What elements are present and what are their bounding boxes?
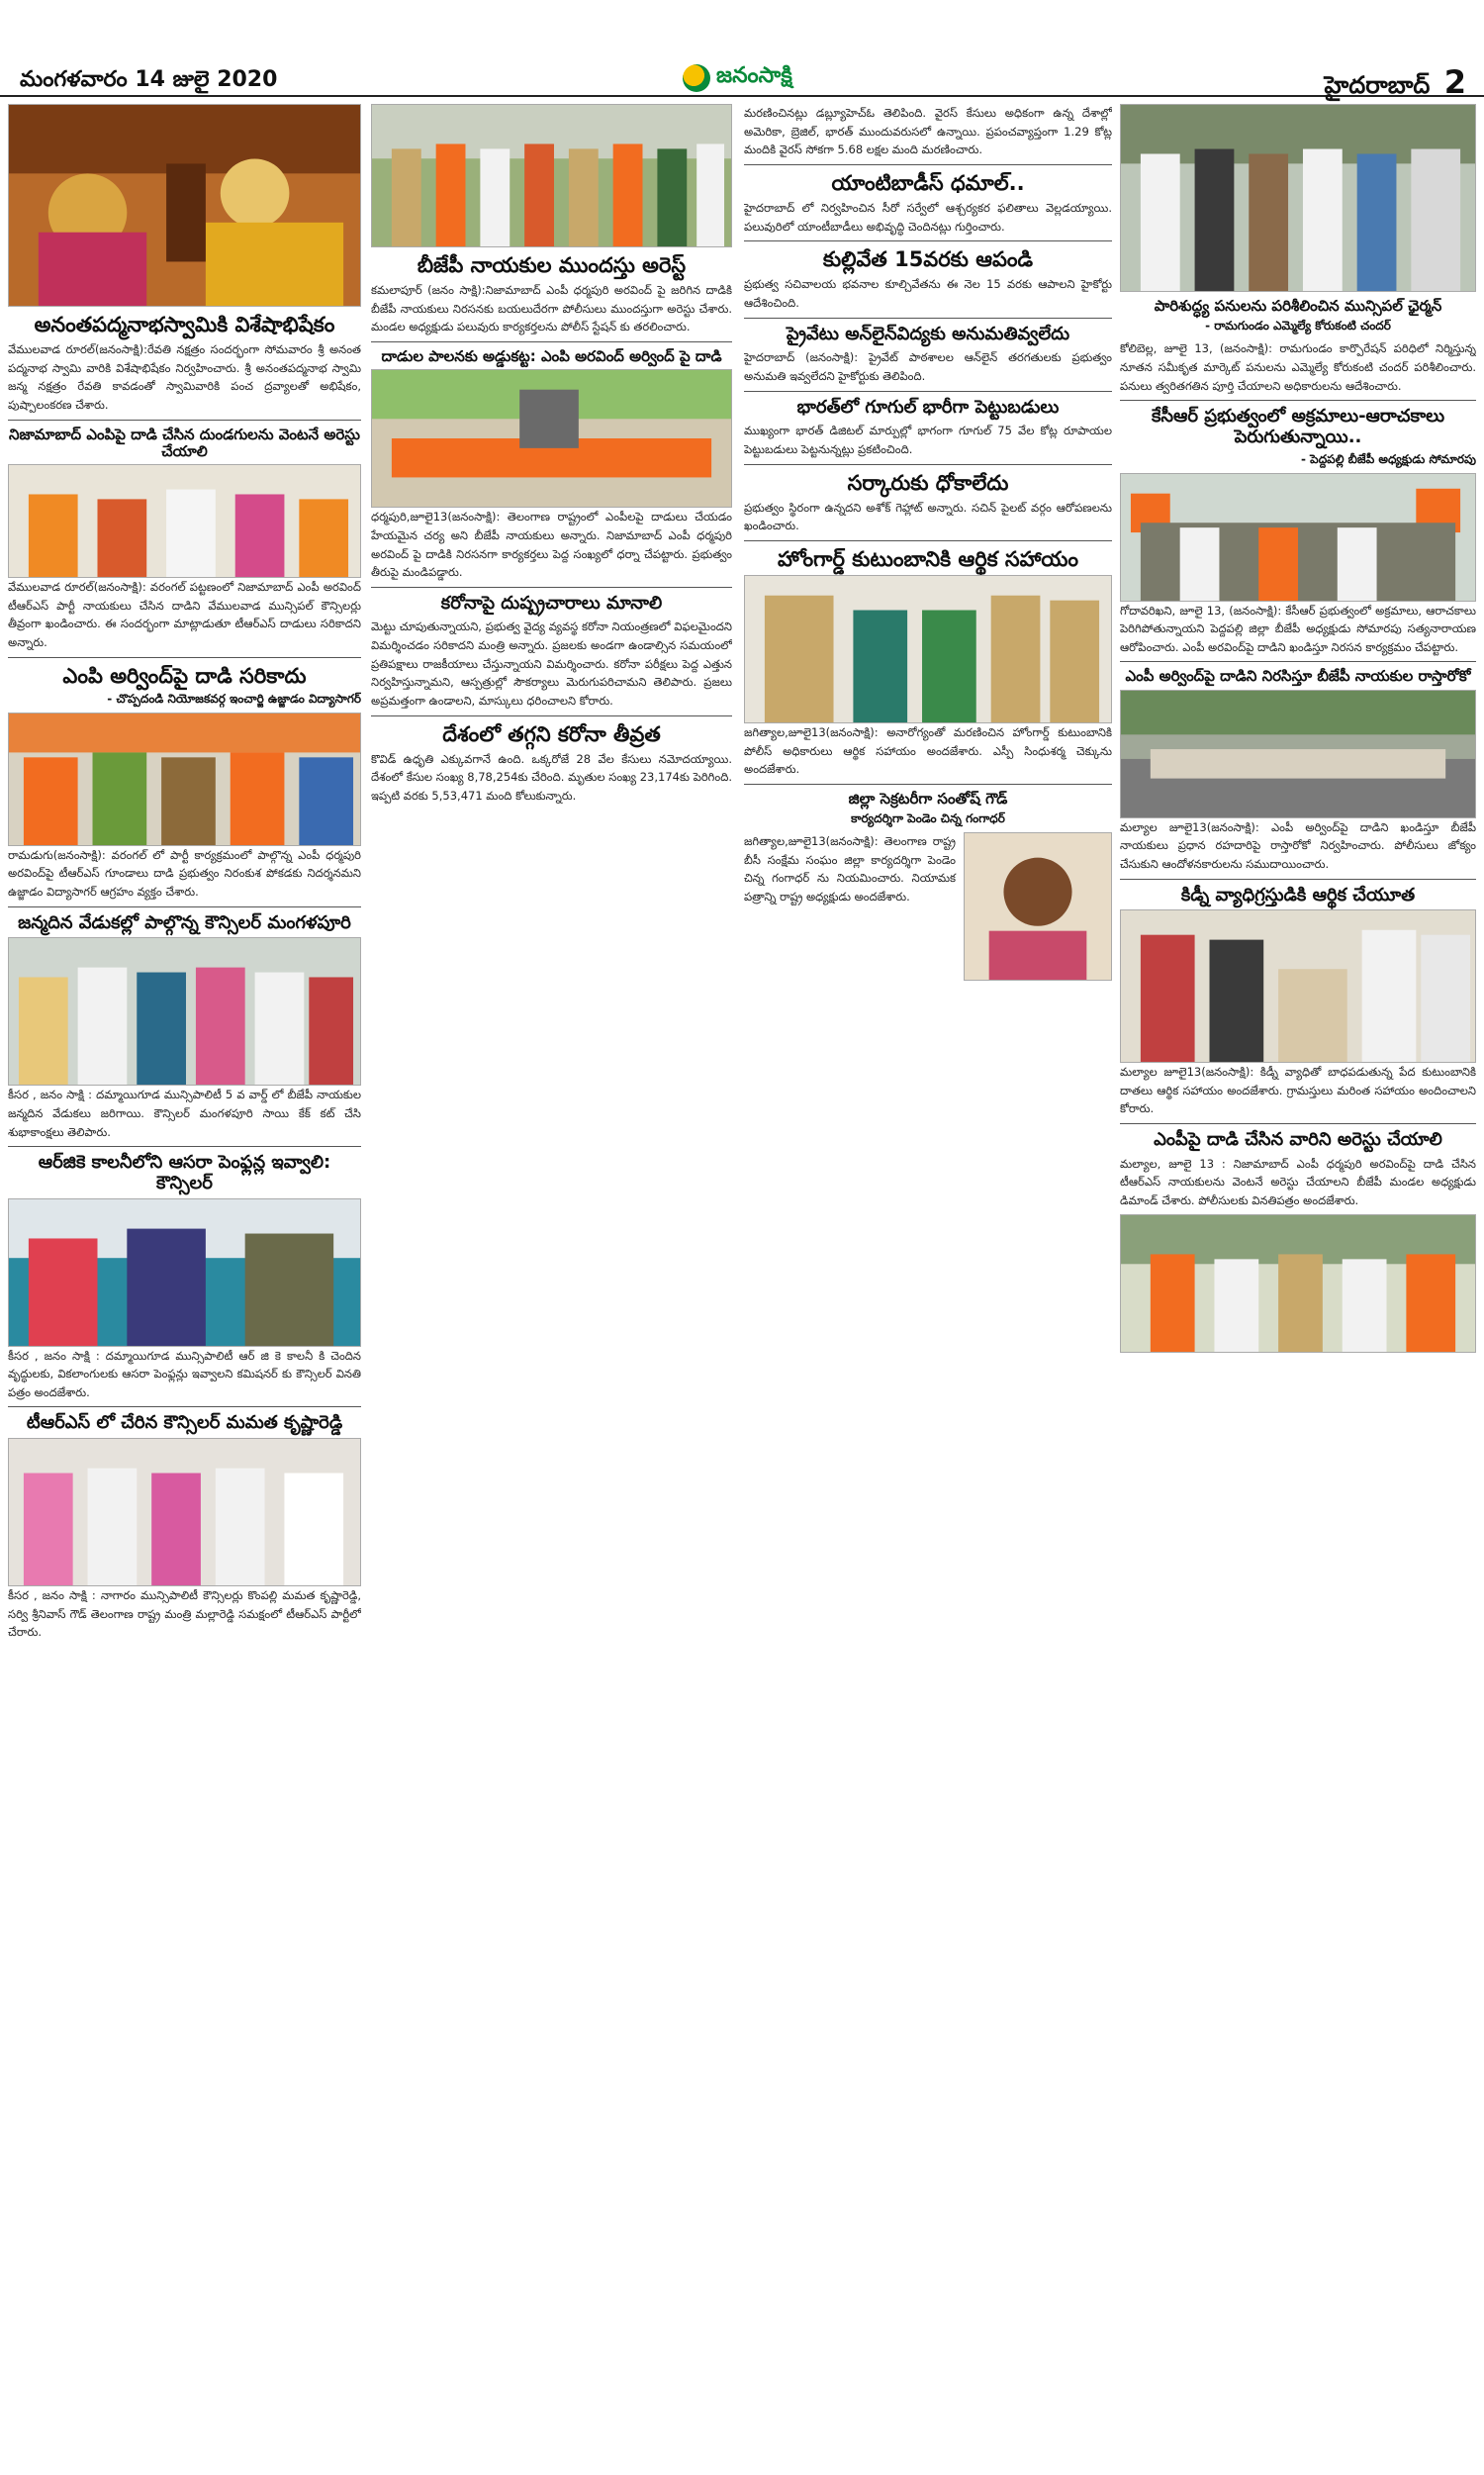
edition-date: మంగళవారం 14 జులై 2020 — [20, 67, 278, 92]
party-joining-photo — [8, 1438, 361, 1586]
article-12-headline: యాంటిబాడీస్ ధమాల్.. — [831, 170, 1025, 195]
homeguard-aid-photo — [744, 575, 1112, 723]
article-5-headline: ఆర్‌జికె కాలనీలోని ఆసరా పెంఫ్లన్ల ఇవ్వాలి: కౌన్సిలర్ — [38, 1152, 331, 1193]
police-station-memorandum-photo — [1120, 1214, 1476, 1353]
article-15-body: ముఖ్యంగా భారత్ డిజిటల్ మార్పుల్లో భాగంగా గూగుల్ 75 వేల కోట్ల రూపాయల పెట్టుబడులు పెట్టనున్నట్లు ప్రకటించింది. — [744, 424, 1112, 456]
article-8-body: ధర్మపురి,జూలై13(జనంసాక్షి): తెలంగాణ రాష్ట్రంలో ఎంపీలపై దాడులు చేయడం హేయమైన చర్య అని బీజేపీ నాయకులు అన్నారు. నిజామాబాద్ ఎంపీ ధర్మపురి అరవింద్ పై దాడికి నిరసనగా కార్యకర్తలు పెద్ద సంఖ్యలో ధర్నా చేపట్టారు. ప్రభుత్వం తీరుపై మండిపడ్డారు. — [371, 510, 732, 580]
divider — [744, 240, 1112, 241]
temple-abhishekam-photo — [8, 104, 361, 307]
article-3-headline: ఎంపి అర్వింద్‌పై దాడి సరికాదు — [62, 663, 307, 688]
market-inspection-photo — [1120, 104, 1476, 292]
article-2-body: వేములవాడ రూరల్(జనంసాక్షి): వరంగల్ పట్టణంలో నిజామాబాద్ ఎంపీ అరవింద్ టీఆర్ఎస్ పార్టీ నాయకులు చేసిన దాడిని వేములవాడ మున్సిపల్ కౌన్సిలర్లు తీవ్రంగా ఖండించారు. ఈ సందర్భంగా మాట్లాడుతూ టీఆర్ఎస్ దాడులు సరికాదని అన్నారు. — [8, 580, 361, 650]
divider — [8, 657, 361, 658]
divider — [1120, 400, 1476, 401]
article-7-body: కమలాపూర్ (జనం సాక్షి):నిజామాబాద్ ఎంపీ ధర్మపురి అరవింద్ పై జరిగిన దాడికి బీజేపీ నాయకులు నిరసనకు బయలుదేరగా పోలీసులు ముందస్తుగా అరెస్టు చేశారు. మండల అధ్యక్షుడు పలువురు కార్యకర్తలను పోలీస్ స్టేషన్ కు తరలించారు. — [371, 283, 732, 334]
bjp-leaders-photo — [8, 713, 361, 846]
article-21-body: మల్యాల జూలై13(జనంసాక్షి): ఎంపీ అర్వింద్‌పై దాడిని ఖండిస్తూ బీజేపీ నాయకులు ప్రధాన రహదారిపై రాస్తారోకో నిర్వహించారు. పోలీసులు జోక్యం చేసుకుని ఆందోళనకారులను సముదాయించారు. — [1120, 819, 1476, 871]
preventive-arrest-photo — [371, 104, 732, 247]
divider — [371, 715, 732, 716]
divider — [744, 464, 1112, 465]
pension-petition-photo — [8, 1198, 361, 1347]
article-11-body: మరణించినట్లు డబ్ల్యూహెచ్ఓ తెలిపింది. వైరస్ కేసులు అధికంగా ఉన్న దేశాల్లో అమెరికా, బ్రెజిల్, భారత్ ముందువరుసలో ఉన్నాయి. ప్రపంచవ్యాప్తంగా 1.29 కోట్ల మందికి వైరస్ సోకగా 5.68 లక్షల మంది మరణించారు. — [744, 106, 1112, 157]
page-header — [0, 0, 1484, 101]
article-17-body: జగిత్యాల,జూలై13(జనంసాక్షి): అనారోగ్యంతో మరణించిన హోంగార్డ్ కుటుంబానికి పోలీస్ అధికారులు ఆర్థిక సహాయం అందజేశారు. ఎస్పీ సింధుశర్మ చెక్కును అందజేశారు. — [744, 725, 1112, 777]
birthday-celebration-photo — [8, 937, 361, 1086]
masthead-logo-icon — [683, 64, 710, 92]
article-22-headline: కిడ్నీ వ్యాధిగ్రస్తుడికి ఆర్థిక చేయూత — [1180, 884, 1416, 905]
article-18-body: జగిత్యాల,జూలై13(జనంసాక్షి): తెలంగాణ రాష్ట్ర బీసీ సంక్షేమ సంఘం జిల్లా కార్యదర్శిగా పెండెం చిన్న గంగాధర్ ను నియమించారు. నియామక పత్రాన్ని రాష్ట్ర అధ్యక్షుడు అందజేశారు. — [744, 834, 956, 904]
article-10-headline: దేశంలో తగ్గని కరోనా తీవ్రత — [442, 721, 661, 746]
column-4 — [1120, 104, 1476, 2465]
article-18-kicker: కార్యదర్శిగా పెండెం చిన్న గంగాధర్ — [851, 811, 1005, 826]
masthead-title: జనంసాక్షి — [716, 63, 792, 88]
divider — [744, 318, 1112, 319]
article-22-body: మల్యాల జూలై13(జనంసాక్షి): కిడ్నీ వ్యాధితో బాధపడుతున్న పేద కుటుంబానికి దాతలు ఆర్థిక సహాయం అందజేశారు. గ్రామస్తులు మరింత సహాయం అందించాలని కోరారు. — [1120, 1065, 1476, 1116]
edition-city — [1324, 63, 1466, 105]
divider — [8, 906, 361, 907]
divider — [8, 1146, 361, 1147]
article-2-headline: నిజామాబాద్ ఎంపిపై దాడి చేసిన దుండగులను వెంటనే అరెస్టు చేయాలి — [9, 425, 360, 460]
divider — [8, 420, 361, 421]
article-20-kicker: - పెద్దపల్లి బీజేపీ అధ్యక్షుడు సోమారపు — [1301, 451, 1476, 466]
appointee-portrait — [964, 832, 1112, 981]
article-17-headline: హోంగార్డ్ కుటుంబానికి ఆర్థిక సహాయం — [777, 546, 1079, 571]
divider — [1120, 879, 1476, 880]
article-3-kicker: - చొప్పదండి నియోజకవర్గ ఇంచార్జి ఉజ్జాడం విద్యాసాగర్ — [107, 691, 361, 706]
article-18-headline: జిల్లా సెక్రటరీగా సంతోష్ గౌడ్ — [848, 789, 1008, 808]
divider — [744, 784, 1112, 785]
article-23-headline: ఎంపీపై దాడి చేసిన వారిని అరెస్టు చేయాలి — [1154, 1129, 1442, 1151]
article-3-body: రామడుగు(జనంసాక్షి): వరంగల్ లో పార్టీ కార్యక్రమంలో పాల్గొన్న ఎంపీ ధర్మపురి అరవింద్‌పై టీఆర్ఎస్ గూండాలు దాడి ప్రభుత్వం నిరంకుశ పోకడకు నిదర్శనమని ఉజ్జాడం విద్యాసాగర్ ఆగ్రహం వ్యక్తం చేశారు. — [8, 847, 361, 900]
divider — [744, 540, 1112, 541]
page-number: 2 — [1443, 63, 1466, 101]
article-20-headline: కేసీఆర్ ప్రభుత్వంలో అక్రమాలు-ఆరాచకాలు పెరుగుతున్నాయి.. — [1151, 406, 1445, 447]
article-7-headline: బీజేపీ నాయకుల ముందస్తు అరెస్ట్ — [417, 253, 687, 277]
article-14-headline: ప్రైవేటు అన్‌లైన్‌విద్యకు అనుమతివ్వలేదు — [786, 323, 1070, 344]
article-6-headline: టీఆర్‌ఎస్ లో చేరిన కౌన్సిలర్ మమత కృష్ణారెడ్డి — [26, 1412, 343, 1434]
article-23-body: మల్యాల, జూలై 13 : నిజామాబాద్ ఎంపీ ధర్మపురి అరవింద్‌పై దాడి చేసిన టీఆర్ఎస్ నాయకులను వెంటనే అరెస్టు చేయాలని బీజేపీ మండల అధ్యక్షుడు డిమాండ్ చేశారు. పోలీసులకు వినతిపత్రం అందజేశారు. — [1120, 1156, 1476, 1207]
column-1 — [8, 104, 361, 2465]
divider — [1120, 1123, 1476, 1124]
article-21-headline: ఎంపీ అర్వింద్‌పై దాడిని నిరసిస్తూ బీజేపీ నాయకుల రాస్తారోకో — [1125, 667, 1471, 686]
bjp-protest-flags-photo — [1120, 473, 1476, 602]
article-19-kicker: - రామగుండం ఎమ్మెల్యే కోరుకంటి చందర్ — [1205, 319, 1391, 333]
article-14-body: హైదరాబాద్ (జనంసాక్షి): ప్రైవేట్ పాఠశాలల ఆన్‌లైన్ తరగతులకు ప్రభుత్వం అనుమతి ఇవ్వలేదని హైకోర్టుకు తెలిపింది. — [744, 350, 1112, 383]
masthead — [683, 61, 792, 95]
rasta-roko-photo — [1120, 690, 1476, 818]
kidney-patient-aid-photo — [1120, 909, 1476, 1063]
article-9-body: మెట్టు చూపుతున్నాయని, ప్రభుత్వ వైద్య వ్యవస్థ కరోనా నియంత్రణలో విఫలమైందని విమర్శించడం సరికాదని మంత్రి అన్నారు. ప్రజలకు అండగా ఉండాల్సిన సమయంలో ప్రతిపక్షాలు రాజకీయాలు చేస్తున్నాయని విమర్శించారు. కరోనా పరీక్షలు పెద్ద ఎత్తున నిర్వహిస్తున్నామని, ఆస్పత్రుల్లో సౌకర్యాలు మెరుగుపరిచామని తెలిపారు. ప్రజలు అప్రమత్తంగా ఉండాలని, మాస్కులు ధరించాలని కోరారు. — [371, 619, 732, 708]
article-13-headline: కుల్లివేత 15వరకు ఆపండి — [822, 247, 1034, 272]
article-20-body: గోదావరిఖని, జూలై 13, (జనంసాక్షి): కేసీఆర్ ప్రభుత్వంలో అక్రమాలు, ఆరాచకాలు పెరిగిపోతున్నాయని పెద్దపల్లి జిల్లా బీజేపీ అధ్యక్షుడు సోమారపు సత్యనారాయణ ఆరోపించారు. ఎంపీ అరవింద్‌పై దాడిని ఖండిస్తూ నిరసన కార్యక్రమం చేపట్టారు. — [1120, 603, 1476, 654]
article-5-body: కీసర , జనం సాక్షి : దమ్మాయిగూడ మున్సిపాలిటీ ఆర్ జి కె కాలనీ కి చెందిన వృద్ధులకు, వికలాంగులకు ఆసరా పెంఫ్లన్లు ఇవ్వాలని కమిషనర్ కు కౌన్సిలర్ వినతి పత్రం అందజేశారు. — [8, 1348, 361, 1399]
article-19-body: కోలిబెల్ల, జూలై 13, (జనంసాక్షి): రామగుండం కార్పొరేషన్ పరిధిలో నిర్మిస్తున్న నూతన సమీకృత మార్కెట్ పనులను ఎమ్మెల్యే కోరుకంటి చందర్ పరిశీలించారు. పనులు త్వరితగతిన పూర్తి చేయాలని అధికారులను ఆదేశించారు. — [1120, 341, 1476, 393]
city-name: హైదరాబాద్ — [1324, 71, 1431, 99]
article-12-body: హైదరాబాద్ లో నిర్వహించిన సీరో సర్వేలో ఆశ్చర్యకర ఫలితాలు వెల్లడయ్యాయి. పలువురిలో యాంటీబాడీలు అభివృద్ధి చెందినట్లు గుర్తించారు. — [744, 201, 1112, 234]
column-3 — [744, 104, 1112, 2465]
article-4-headline: జన్మదిన వేడుకల్లో పాల్గొన్న కౌన్సిలర్ మంగళపూరి — [18, 911, 351, 933]
divider — [744, 391, 1112, 392]
divider — [1120, 661, 1476, 662]
article-4-body: కీసర , జనం సాక్షి : దమ్మాయిగూడ మున్సిపాలిటీ 5 వ వార్డ్ లో బీజేపీ నాయకుల జన్మదిన వేడుకలు జరిగాయి. కౌన్సిలర్ మంగళపూరి సాయి కేక్ కట్ చేసి శుభాకాంక్షలు తెలిపారు. — [8, 1088, 361, 1139]
article-8-headline: దాడుల పాలనకు అడ్డుకట్ట: ఎంపి అరవింద్ అర్వింద్ పై దాడి — [381, 347, 722, 366]
article-19-headline: పారిశుద్ధ్య పనులను పరిశీలించిన మున్సిపల్ ఛైర్మన్ — [1154, 297, 1442, 315]
article-15-headline: భారత్‌లో గూగుల్ భారీగా పెట్టుబడులు — [796, 396, 1060, 418]
divider — [371, 587, 732, 588]
divider — [744, 164, 1112, 165]
article-16-headline: సర్కారుకు ధోకాలేదు — [847, 470, 1009, 495]
article-9-headline: కరోనాపై దుష్ప్రచారాలు మానాలి — [440, 592, 663, 614]
article-13-body: ప్రభుత్వ సచివాలయ భవనాల కూల్చివేతను ఈ నెల 15 వరకు ఆపాలని హైకోర్టు ఆదేశించింది. — [744, 277, 1112, 311]
article-1-headline: అనంతపద్మనాభస్వామికి విశేషాభిషేకం — [34, 313, 335, 336]
divider — [371, 341, 732, 342]
article-6-body: కీసర , జనం సాక్షి : నాగారం మున్సిపాలిటీ కౌన్సిలర్లు కొంపల్లి మమత కృష్ణారెడ్డి, సర్వి శ్రీనివాస్ గౌడ్ తెలంగాణ రాష్ట్ర మంత్రి మల్లారెడ్డి సమక్షంలో టీఆర్ఎస్ పార్టీలో చేరారు. — [8, 1588, 361, 1640]
column-2 — [371, 104, 732, 2465]
article-10-body: కొవిడ్ ఉధృతి ఎక్కువగానే ఉంది. ఒక్కరోజే 28 వేల కేసులు నమోదయ్యాయి. దేశంలో కేసుల సంఖ్య 8,78,254కు చేరింది. మృతుల సంఖ్య 23,174కు పెరిగింది. ఇప్పటి వరకు 5,53,471 మంది కోలుకున్నారు. — [371, 751, 732, 803]
protest-sit-in-photo — [371, 369, 732, 508]
article-16-body: ప్రభుత్వం స్థిరంగా ఉన్నదని అశోక్ గెహ్లాట్ అన్నారు. సచిన్ పైలట్ వర్గం ఆరోపణలను ఖండించారు. — [744, 500, 1112, 533]
councillors-memorandum-photo — [8, 464, 361, 578]
divider — [8, 1406, 361, 1407]
article-1-body: వేములవాడ రూరల్(జనంసాక్షి):రేవతి నక్షత్రం సందర్భంగా సోమవారం శ్రీ అనంత పద్మనాభ స్వామి వారికి విశేషాభిషేకం నిర్వహించారు. శ్రీ అనంతపద్మనాభ స్వామి జన్మ నక్షత్రం రేవతి కావడంతో స్వామివారికి పంచ ద్రవ్యాలతో అభిషేకం, పుష్పాలంకరణ చేశారు. — [8, 342, 361, 413]
